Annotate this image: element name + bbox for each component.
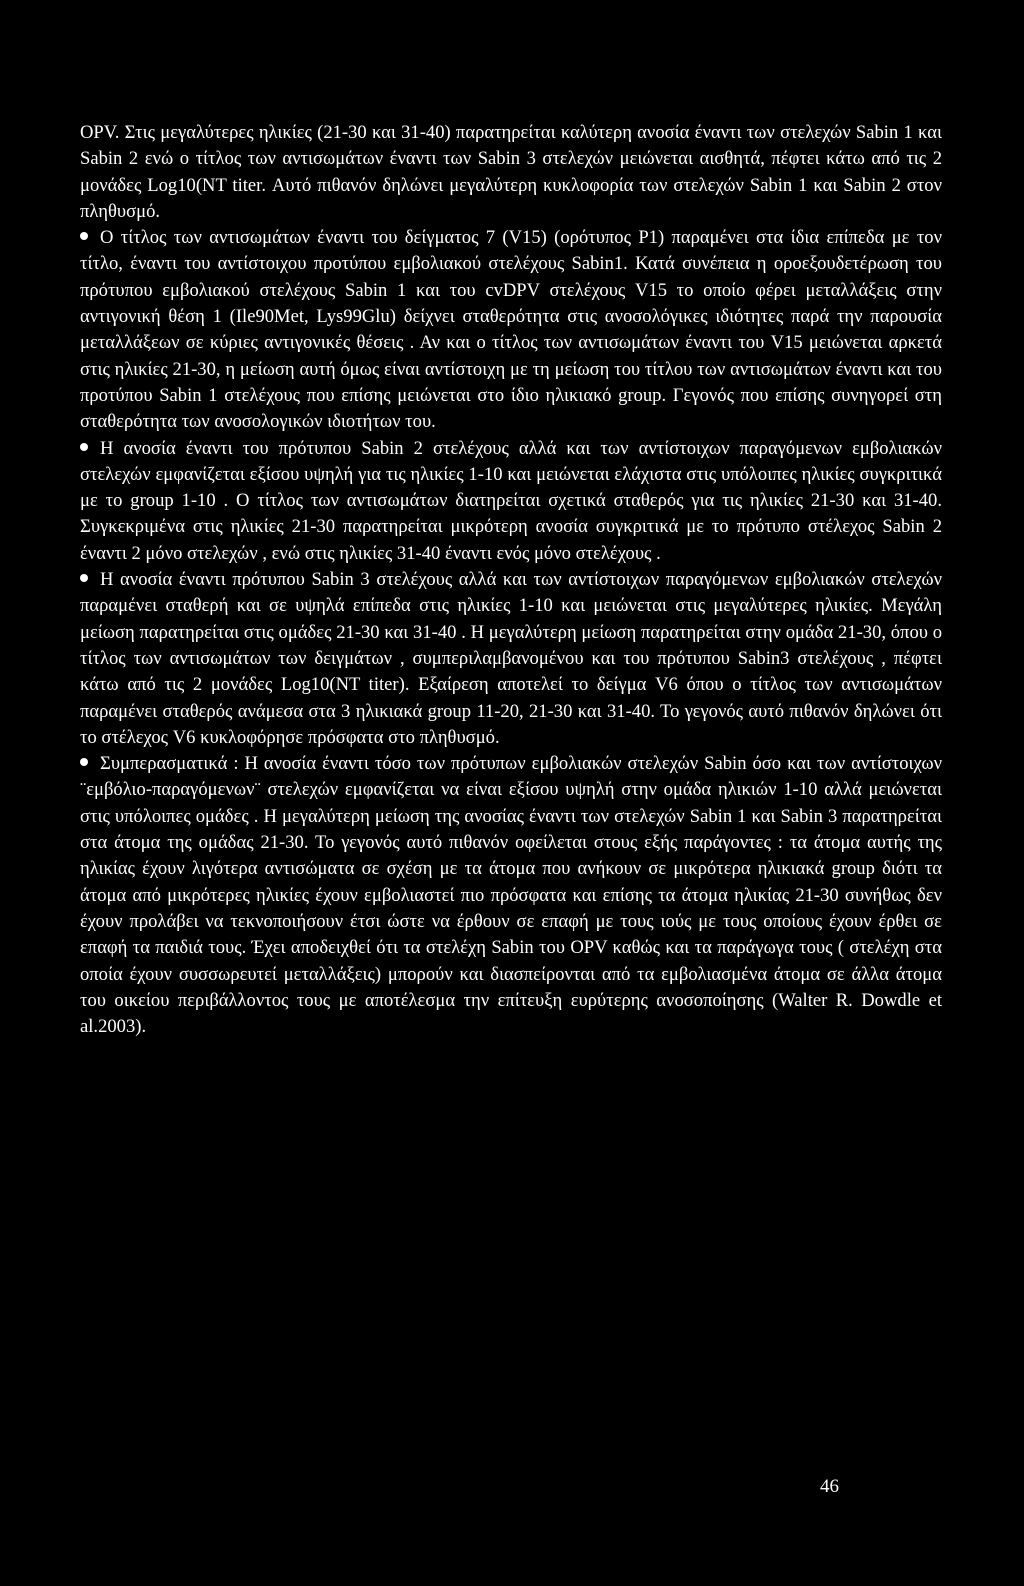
bullet-paragraph-1: [80, 225, 942, 435]
bullet-paragraph-4: [80, 751, 942, 1040]
page-number: 46: [820, 1476, 839, 1497]
bullet-icon: [80, 232, 88, 240]
bullet-icon: [80, 574, 88, 582]
bullet-text-1: Ο τίτλος των αντισωμάτων έναντι του δείγματος 7 (V15) (ορότυπος P1) παραμένει στα ίδια επίπεδα με τον τίτλο, έναντι του αντίστοιχου προτύπου εμβολιακού στελέχους Sabin1. Κατά συνέπεια η οροεξουδετέρωση του πρότυπου εμβολιακού στελέχους Sabin 1 και του cvDPV στελέχους V15 το οποίο φέρει μεταλλάξεις στην αντιγονική θέση 1 (Ile90Met, Lys99Glu) δείχνει σταθερότητα στις ανοσολόγικες ιδιότητες παρά την παρουσία μεταλλάξεων σε κύριες αντιγονικές θέσεις . Αν και ο τίτλος των αντισωμάτων έναντι του V15 μειώνεται αρκετά στις ηλικίες 21-30, η μείωση αυτή όμως είναι αντίστοιχη με τη μείωση του τίτλου των αντισωμάτων έναντι και του προτύπου Sabin 1 στελέχους που επίσης μειώνεται στο ίδιο ηλικιακό group. Γεγονός που επίσης συνηγορεί στη σταθερότητα των ανοσολογικών ιδιοτήτων του.: [80, 227, 942, 433]
bullet-icon: [80, 443, 88, 451]
body-text: [80, 120, 942, 1040]
bullet-icon: [80, 758, 88, 766]
bullet-text-4: Συμπερασματικά : Η ανοσία έναντι τόσο των πρότυπων εμβολιακών στελεχών Sabin όσο και των αντίστοιχων ¨εμβόλιο-παραγόμενων¨ στελεχών εμφανίζεται να είναι εξίσου υψηλή στην ομάδα ηλικιών 1-10 αλλά μειώνεται στις υπόλοιπες ομάδες . Η μεγαλύτερη μείωση της ανοσίας έναντι των στελεχών Sabin 1 και Sabin 3 παρατηρείται στα άτομα της ομάδας 21-30. Το γεγονός αυτό πιθανόν οφείλεται στους εξής παράγοντες : τα άτομα αυτής της ηλικίας έχουν λιγότερα αντισώματα σε σχέση με τα άτομα που ανήκουν σε μικρότερα ηλικιακά group διότι τα άτομα από μικρότερες ηλικίες έχουν εμβολιαστεί πιο πρόσφατα και επίσης τα άτομα ηλικίας 21-30 συνήθως δεν έχουν προλάβει να τεκνοποιήσουν έτσι ώστε να έρθουν σε επαφή με τους ιούς με τους οποίους έχουν έρθει σε επαφή τα παιδιά τους. Έχει αποδειχθεί ότι τα στελέχη Sabin του OPV καθώς και τα παράγωγα τους ( στελέχη στα οποία έχουν συσσωρευτεί μεταλλάξεις) μπορούν και διασπείρονται από τα εμβολιασμένα άτομα σε άλλα άτομα του οικείου περιβάλλοντος τους με αποτέλεσμα την επίτευξη ευρύτερης ανοσοποίησης (Walter R. Dowdle et al.2003).: [80, 753, 942, 1038]
bullet-paragraph-3: [80, 567, 942, 751]
bullet-text-2: Η ανοσία έναντι του πρότυπου Sabin 2 στελέχους αλλά και των αντίστοιχων παραγόμενων εμβολιακών στελεχών εμφανίζεται εξίσου υψηλή για τις ηλικίες 1-10 και μειώνεται ελάχιστα στις υπόλοιπες ηλικίες συγκριτικά με το group 1-10 . Ο τίτλος των αντισωμάτων διατηρείται σχετικά σταθερός για τις ηλικίες 21-30 και 31-40. Συγκεκριμένα στις ηλικίες 21-30 παρατηρείται μικρότερη ανοσία συγκριτικά με το πρότυπο στέλεχος Sabin 2 έναντι 2 μόνο στελεχών , ενώ στις ηλικίες 31-40 έναντι ενός μόνο στελέχους .: [80, 437, 942, 564]
bullet-paragraph-2: [80, 436, 942, 567]
intro-paragraph: OPV. Στις μεγαλύτερες ηλικίες (21-30 και 31-40) παρατηρείται καλύτερη ανοσία έναντι των στελεχών Sabin 1 και Sabin 2 ενώ ο τίτλος των αντισωμάτων έναντι των Sabin 3 στελεχών μειώνεται αισθητά, πέφτει κάτω από τις 2 μονάδες Log10(NT titer. Αυτό πιθανόν δηλώνει μεγαλύτερη κυκλοφορία των στελεχών Sabin 1 και Sabin 2 στον πληθυσμό.: [80, 122, 942, 222]
bullet-text-3: Η ανοσία έναντι πρότυπου Sabin 3 στελέχους αλλά και των αντίστοιχων παραγόμενων εμβολιακών στελεχών παραμένει σταθερή και σε υψηλά επίπεδα στις ηλικίες 1-10 και μειώνεται στις μεγαλύτερες ηλικίες. Μεγάλη μείωση παρατηρείται στις ομάδες 21-30 και 31-40 . Η μεγαλύτερη μείωση παρατηρείται στην ομάδα 21-30, όπου ο τίτλος των αντισωμάτων των δειγμάτων , συμπεριλαμβανομένου και του πρότυπου Sabin3 στελέχους , πέφτει κάτω από τις 2 μονάδες Log10(NT titer). Εξαίρεση αποτελεί το δείγμα V6 όπου ο τίτλος των αντισωμάτων παραμένει σταθερός ανάμεσα στα 3 ηλικιακά group 11-20, 21-30 και 31-40. Το γεγονός αυτό πιθανόν δηλώνει ότι το στέλεχος V6 κυκλοφόρησε πρόσφατα στο πληθυσμό.: [80, 569, 942, 748]
